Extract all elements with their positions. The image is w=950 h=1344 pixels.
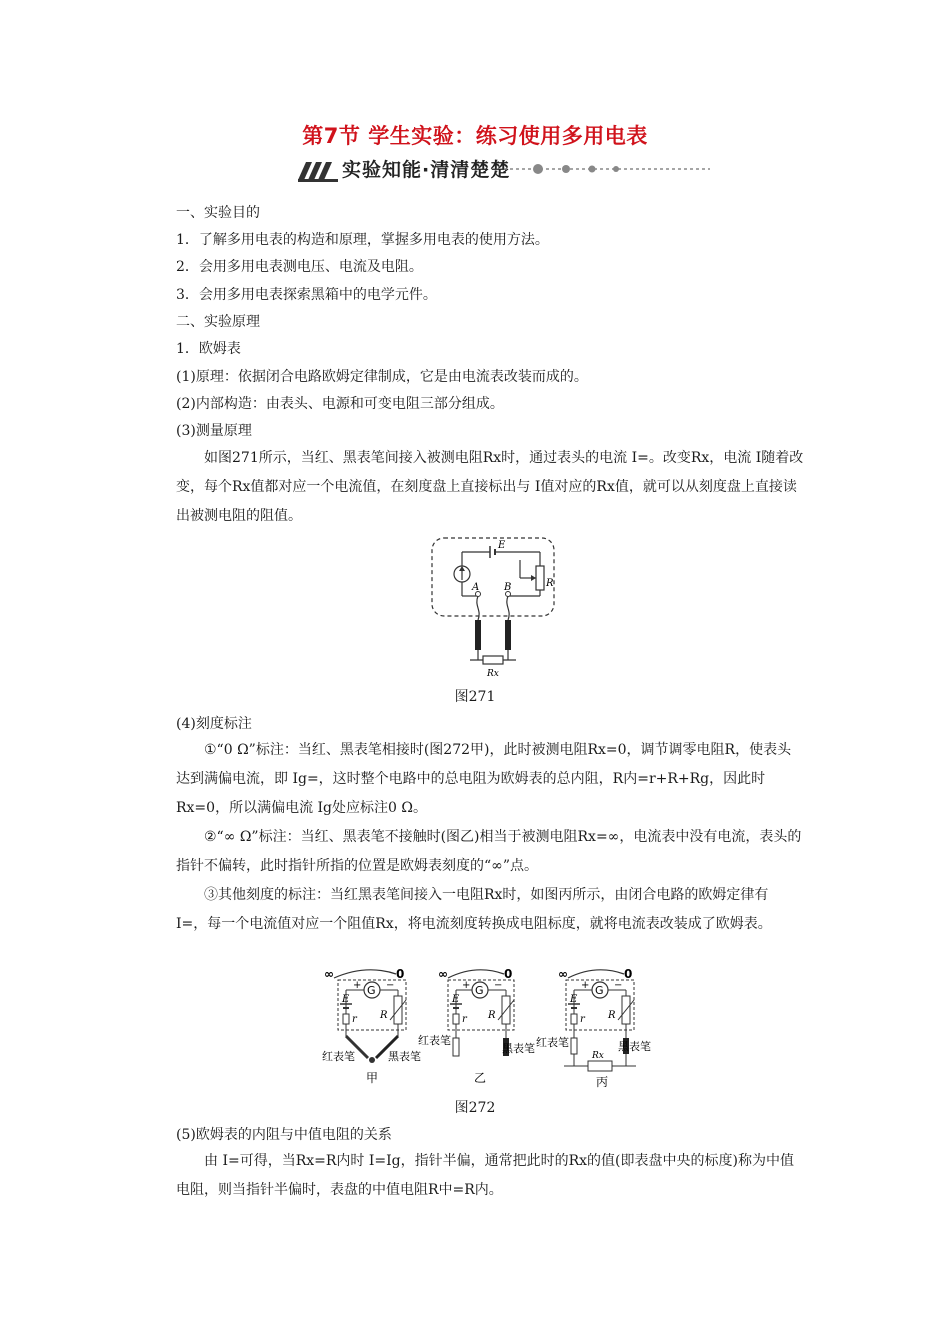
svg-text:红表笔: 红表笔	[536, 1036, 569, 1049]
svg-text:黑表笔: 黑表笔	[388, 1050, 421, 1063]
svg-text:乙: 乙	[474, 1071, 487, 1085]
svg-text:r: r	[352, 1014, 357, 1025]
svg-text:甲: 甲	[366, 1071, 379, 1085]
fig1-label-A: A	[472, 582, 480, 593]
svg-text:−: −	[386, 980, 395, 991]
figure-271	[428, 536, 558, 678]
fig1-label-Rx: Rx	[487, 669, 499, 678]
measure-heading: (3)测量原理	[176, 423, 252, 439]
svg-text:R: R	[380, 1010, 388, 1021]
svg-text:−: −	[494, 980, 503, 991]
svg-text:0: 0	[624, 967, 633, 981]
svg-text:R: R	[608, 1010, 616, 1021]
svg-text:红表笔: 红表笔	[322, 1050, 355, 1063]
banner-dots-icon	[504, 162, 710, 176]
svg-text:0: 0	[396, 967, 405, 981]
svg-text:R: R	[488, 1010, 496, 1021]
svg-text:丙: 丙	[596, 1075, 609, 1089]
svg-text:黑表笔: 黑表笔	[618, 1040, 651, 1053]
section-banner	[298, 156, 718, 186]
fig1-label-B: B	[504, 582, 512, 593]
svg-text:Rx: Rx	[592, 1051, 604, 1061]
svg-text:G: G	[475, 984, 484, 997]
purpose-3: 3．会用多用电表探索黑箱中的电学元件。	[176, 287, 437, 303]
svg-text:r: r	[580, 1014, 585, 1025]
figure-271-caption: 图271	[454, 689, 496, 705]
figure-272	[318, 966, 663, 1090]
purpose-2: 2．会用多用电表测电压、电流及电阻。	[176, 259, 423, 275]
svg-text:+: +	[581, 980, 590, 991]
svg-text:黑表笔: 黑表笔	[502, 1042, 535, 1055]
svg-text:∞: ∞	[558, 967, 568, 981]
banner-label: 实验知能·清清楚楚	[342, 159, 511, 181]
svg-text:0: 0	[504, 967, 513, 981]
principle-text: (1)原理：依据闭合电路欧姆定律制成，它是由电流表改装而成的。	[176, 369, 588, 385]
svg-text:E: E	[570, 994, 578, 1005]
scale-heading: (4)刻度标注	[176, 716, 252, 732]
purpose-1: 1．了解多用电表的构造和原理，掌握多用电表的使用方法。	[176, 232, 549, 248]
svg-text:r: r	[462, 1014, 467, 1025]
svg-text:E: E	[452, 994, 460, 1005]
banner-stripes-icon	[298, 160, 338, 182]
fig2-panel-jia	[322, 967, 421, 1085]
svg-text:∞: ∞	[324, 967, 334, 981]
heading-principle: 二、实验原理	[176, 314, 260, 330]
fig1-label-E: E	[498, 540, 506, 551]
svg-text:G: G	[367, 984, 376, 997]
structure-text: (2)内部构造：由表头、电源和可变电阻三部分组成。	[176, 396, 504, 412]
fig2-panel-yi	[418, 967, 535, 1085]
svg-text:红表笔: 红表笔	[418, 1034, 451, 1047]
svg-text:E: E	[342, 994, 350, 1005]
svg-text:∞: ∞	[438, 967, 448, 981]
svg-text:G: G	[595, 984, 604, 997]
svg-text:+: +	[353, 980, 362, 991]
heading-purpose: 一、实验目的	[176, 205, 260, 221]
measure-paragraph: 如图271所示，当红、黑表笔间接入被测电阻Rx时，通过表头的电流 I=。改变Rx，电流 I随着改变，每个Rx值都对应一个电流值，在刻度盘上直接标出与 I值对应的Rx值，就可以从刻度盘上直接读出被测电阻的阻值。	[176, 450, 804, 524]
mid-resistance-heading: (5)欧姆表的内阻与中值电阻的关系	[176, 1127, 392, 1143]
page-title: 第7节 学生实验：练习使用多用电表	[302, 124, 648, 148]
fig2-panel-bing	[536, 967, 651, 1089]
svg-text:−: −	[614, 980, 623, 991]
zero-scale-paragraph: ①“0 Ω”标注：当红、黑表笔相接时(图272甲)，此时被测电阻Rx=0，调节调零电阻R，使表头达到满偏电流，即 Ig=，这时整个电路中的总电阻为欧姆表的总内阻，R内=r+R+Rg，因此时Rx=0，所以满偏电流 Ig处应标注0 Ω。	[176, 742, 792, 816]
ohmmeter-heading: 1．欧姆表	[176, 341, 241, 357]
figure-272-caption: 图272	[454, 1100, 496, 1116]
infinity-scale-paragraph: ②“∞ Ω”标注：当红、黑表笔不接触时(图乙)相当于被测电阻Rx=∞，电流表中没有电流，表头的指针不偏转，此时指针所指的位置是欧姆表刻度的“∞”点。	[176, 829, 802, 874]
svg-text:+: +	[462, 980, 471, 991]
fig1-label-R: R	[546, 578, 554, 589]
mid-resistance-paragraph: 由 I=可得，当Rx=R内时 I=Ig，指针半偏，通常把此时的Rx的值(即表盘中央的标度)称为中值电阻，则当指针半偏时，表盘的中值电阻R中=R内。	[176, 1153, 794, 1198]
other-scale-paragraph: ③其他刻度的标注：当红黑表笔间接入一电阻Rx时，如图丙所示，由闭合电路的欧姆定律有 I=，每一个电流值对应一个阻值Rx，将电流刻度转换成电阻标度，就将电流表改装成了欧姆表。	[176, 887, 772, 932]
